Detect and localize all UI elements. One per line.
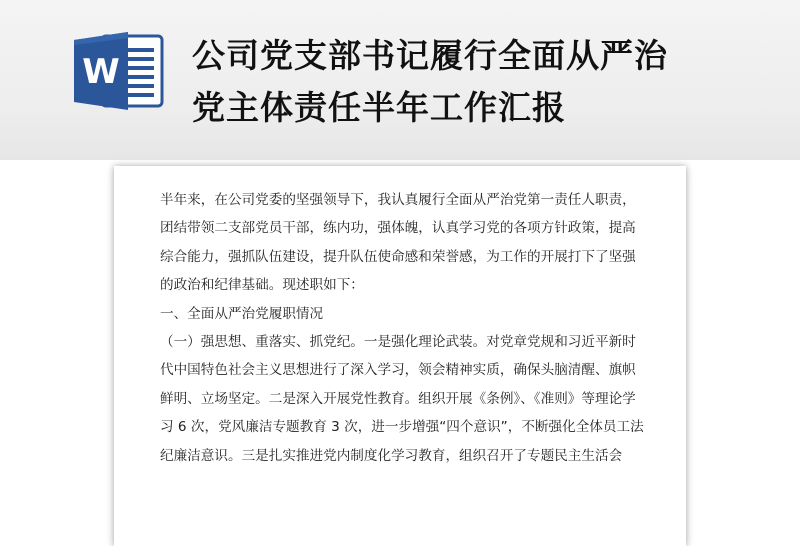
paragraph-line: 纪廉洁意识。三是扎实推进党内制度化学习教育，组织召开了专题民主生活会	[160, 447, 623, 464]
section-heading: 一、全面从严治党履职情况	[160, 305, 324, 322]
paragraph-line: 的政治和纪律基础。现述职如下：	[160, 277, 364, 294]
header-banner	[0, 0, 800, 160]
document-body	[160, 186, 650, 470]
page-title	[192, 30, 772, 134]
paragraph-line: 团结带领二支部党员干部，练内功，强体魄，认真学习党的各项方针政策，提高	[160, 220, 636, 237]
title-line: 党主体责任半年工作汇报	[192, 88, 566, 127]
paragraph-line: 代中国特色社会主义思想进行了深入学习，领会精神实质，确保头脑清醒、旗帜	[160, 362, 636, 379]
paragraph-line: （一）强思想、重落实、抓党纪。一是强化理论武装。对党章党规和习近平新时	[160, 334, 636, 351]
title-line: 公司党支部书记履行全面从严治	[192, 36, 668, 75]
paragraph-line: 半年来，在公司党委的坚强领导下，我认真履行全面从严治党第一责任人职责，	[160, 192, 636, 208]
word-logo-letter: W	[82, 52, 120, 92]
document-page	[114, 166, 686, 546]
paragraph-line: 习 6 次，党风廉洁专题教育 3 次，进一步增强“四个意识”，不断强化全体员工法	[160, 419, 644, 436]
microsoft-word-icon	[72, 30, 164, 112]
paragraph-line: 综合能力，强抓队伍建设，提升队伍使命感和荣誉感，为工作的开展打下了坚强	[160, 248, 636, 265]
paragraph-line: 鲜明、立场坚定。二是深入开展党性教育。组织开展《条例》、《准则》等理论学	[160, 390, 636, 407]
